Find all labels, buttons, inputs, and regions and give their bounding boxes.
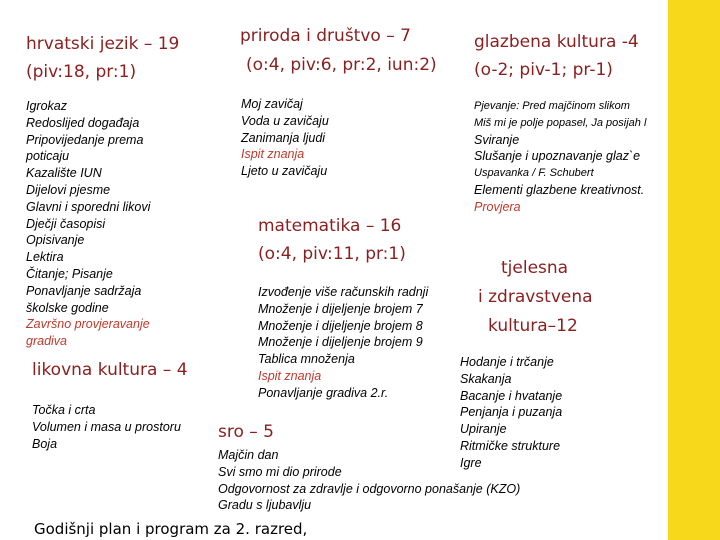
list-item: Kazalište IUN <box>26 166 102 181</box>
hrvatski-subtitle: (piv:18, pr:1) <box>26 62 137 82</box>
list-item: Voda u zavičaju <box>241 113 329 128</box>
list-item: Ispit znanja <box>258 368 322 383</box>
list-item: Upiranje <box>460 422 507 437</box>
list-item: Ritmičke strukture <box>460 438 561 453</box>
priroda-title: priroda i društvo – 7 <box>240 26 411 46</box>
list-item: Svi smo mi dio prirode <box>218 464 342 479</box>
glazbena-list <box>474 98 668 216</box>
list-item: Množenje i dijeljenje brojem 9 <box>258 335 423 350</box>
list-item: Točka i crta <box>32 403 96 417</box>
list-item: Dječji časopisi <box>26 216 106 231</box>
list-item: Izvođenje više računskih radnji <box>258 285 429 299</box>
list-item: Miš mi je polje popasel, Ja posijah l <box>474 116 647 129</box>
list-item: Majčin dan <box>218 448 279 462</box>
matematika-subtitle: (o:4, piv:11, pr:1) <box>258 244 406 264</box>
list-item: gradiva <box>26 334 67 349</box>
list-item: Ljeto u zavičaju <box>241 164 328 179</box>
list-item: Slušanje i upoznavanje glaz`e <box>474 149 641 164</box>
list-item: Čitanje; Pisanje <box>26 266 113 281</box>
hrvatski-title: hrvatski jezik – 19 <box>26 34 180 54</box>
list-item: Gradu s ljubavlju <box>218 498 312 513</box>
matematika-list <box>258 284 428 402</box>
list-item: Pripovijedanje prema <box>26 132 144 147</box>
likovna-list <box>32 402 181 452</box>
list-item: Hodanje i trčanje <box>460 355 554 369</box>
sro-list <box>218 447 520 514</box>
priroda-subtitle: (o:4, piv:6, pr:2, iun:2) <box>246 55 437 75</box>
list-item: Provjera <box>474 199 521 214</box>
list-item: poticaju <box>26 149 70 164</box>
list-item: Skakanja <box>460 371 512 386</box>
list-item: školske godine <box>26 300 109 315</box>
list-item: Lektira <box>26 250 64 265</box>
list-item: Sviranje <box>474 132 520 147</box>
glazbena-subtitle: (o-2; piv-1; pr-1) <box>474 60 613 80</box>
list-item: Volumen i masa u prostoru <box>32 419 181 434</box>
list-item: Glavni i sporedni likovi <box>26 199 151 214</box>
list-item: Odgovornost za zdravlje i odgovorno ponašanje (KZO) <box>218 481 521 496</box>
list-item: Bacanje i hvatanje <box>460 388 563 403</box>
list-item: Igre <box>460 455 482 470</box>
list-item: Završno provjeravanje <box>26 317 150 332</box>
list-item: Množenje i dijeljenje brojem 8 <box>258 318 423 333</box>
priroda-list <box>241 96 329 180</box>
yellow-side-bar <box>668 0 720 540</box>
footer-caption: Godišnji plan i program za 2. razred, <box>34 520 308 538</box>
list-item: Ispit znanja <box>241 147 305 162</box>
tjelesna-title-1: tjelesna <box>501 258 569 278</box>
list-item: Tablica množenja <box>258 352 355 367</box>
list-item: Elementi glazbene kreativnost. <box>474 182 645 197</box>
list-item: Dijelovi pjesme <box>26 182 111 197</box>
list-item: Uspavanka / F. Schubert <box>474 167 594 180</box>
list-item: Moj zavičaj <box>241 97 303 111</box>
list-item: Penjanja i puzanja <box>460 405 563 420</box>
list-item: Opisivanje <box>26 233 85 248</box>
list-item: Ponavljanje sadržaja <box>26 283 142 298</box>
matematika-title: matematika – 16 <box>258 216 402 236</box>
list-item: Pjevanje: Pred majčinom slikom <box>474 100 630 112</box>
list-item: Zanimanja ljudi <box>241 130 326 145</box>
list-item: Igrokaz <box>26 99 67 113</box>
list-item: Množenje i dijeljenje brojem 7 <box>258 301 423 316</box>
sro-title: sro – 5 <box>218 422 274 442</box>
list-item: Redoslijed događaja <box>26 115 140 130</box>
list-item: Ponavljanje gradiva 2.r. <box>258 385 389 400</box>
hrvatski-list <box>26 98 150 350</box>
likovna-title: likovna kultura – 4 <box>32 360 188 380</box>
glazbena-title: glazbena kultura -4 <box>474 32 639 52</box>
tjelesna-title-3: kultura–12 <box>488 316 578 336</box>
tjelesna-title-2: i zdravstvena <box>478 287 593 307</box>
list-item: Boja <box>32 436 58 451</box>
